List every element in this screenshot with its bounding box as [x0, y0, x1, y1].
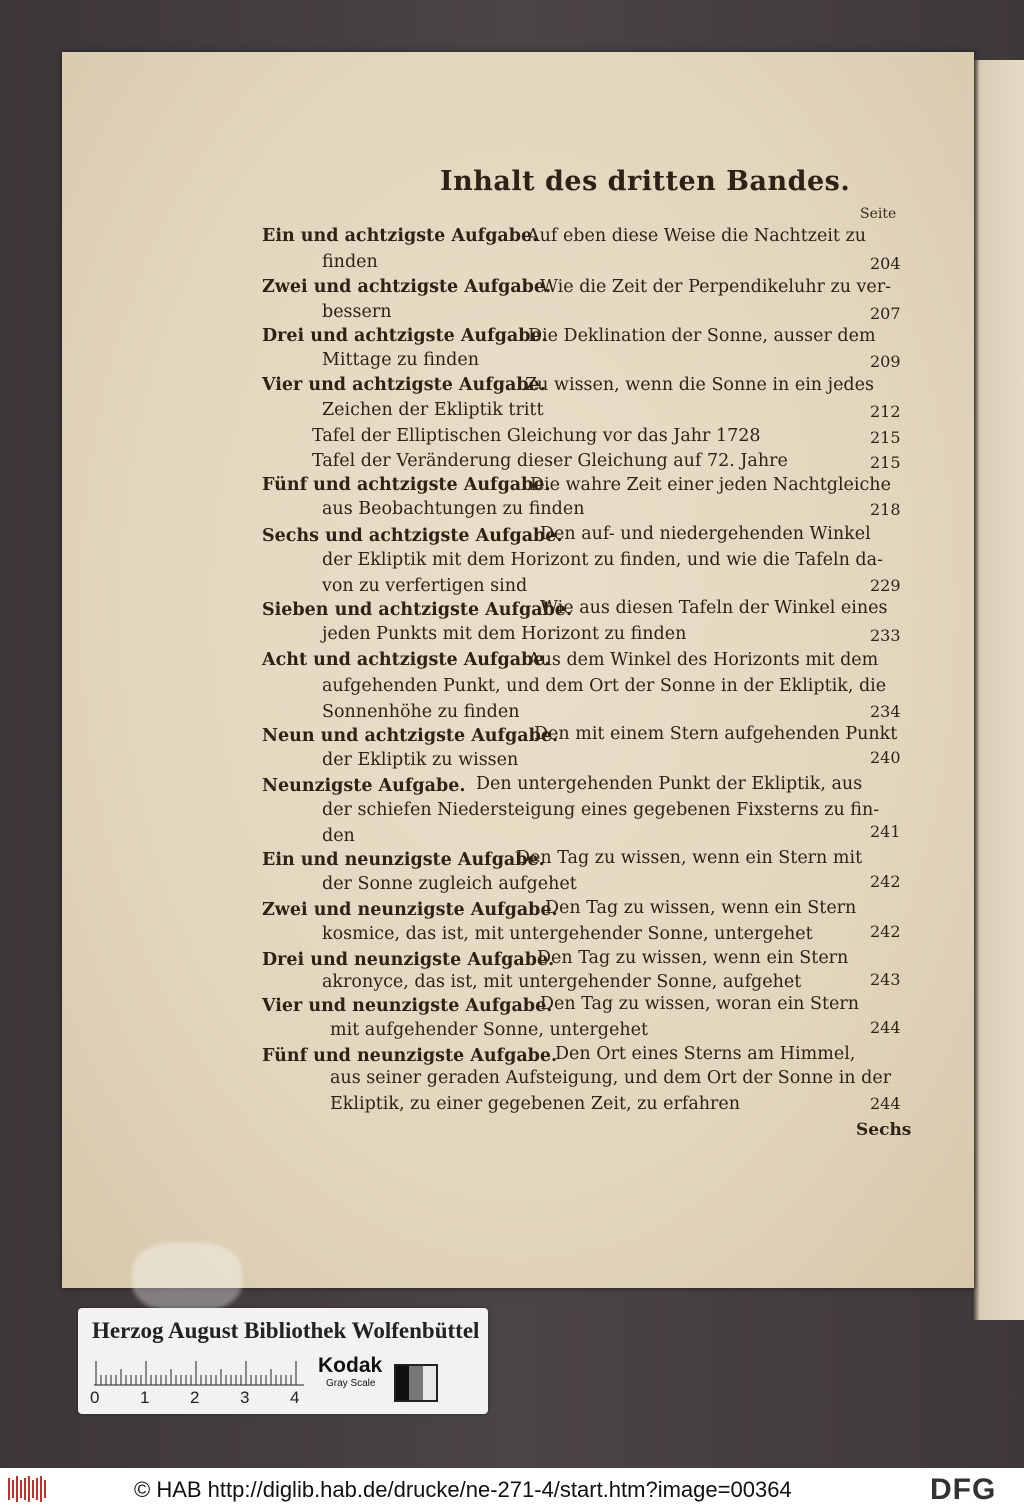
entry-head: Fünf und neunzigste Aufgabe.	[262, 1046, 558, 1066]
entry-head: Vier und achtzigste Aufgabe.	[262, 375, 546, 395]
entry-text: Wie die Zeit der Perpendikeluhr zu ver-	[540, 277, 892, 297]
entry-text: Ekliptik, zu einer gegebenen Zeit, zu erfahren	[330, 1094, 741, 1114]
entry-text: finden	[322, 252, 378, 272]
entry-text: den	[322, 826, 355, 846]
paper-damage	[132, 1242, 242, 1312]
page-number: 215	[870, 453, 901, 472]
entry-text: Zeichen der Ekliptik tritt	[322, 400, 544, 420]
entry-head: Zwei und achtzigste Aufgabe.	[262, 277, 552, 297]
catchword: Sechs	[856, 1120, 912, 1140]
scale-number: 1	[140, 1388, 150, 1407]
page-number: 244	[870, 1018, 901, 1037]
ruler-scale	[94, 1360, 304, 1386]
scale-number: 2	[190, 1388, 200, 1407]
entry-head: Acht und achtzigste Aufgabe.	[262, 650, 551, 670]
scale-number: 3	[240, 1388, 250, 1407]
entry-head: Drei und neunzigste Aufgabe.	[262, 950, 555, 970]
dfg-logo: DFG	[930, 1473, 997, 1506]
entry-text: Den Tag zu wissen, wenn ein Stern	[545, 898, 857, 918]
table-entry: Tafel der Elliptischen Gleichung vor das Jahr 1728	[312, 426, 761, 446]
entry-head: Vier und neunzigste Aufgabe.	[262, 996, 553, 1016]
page-number: 204	[870, 254, 901, 273]
entry-text: der schiefen Niedersteigung eines gegebenen Fixsterns zu fin-	[322, 800, 880, 820]
scale-number: 4	[290, 1388, 300, 1407]
entry-text: Mittage zu finden	[322, 350, 479, 370]
entry-text: Sonnenhöhe zu finden	[322, 702, 520, 722]
gray-blocks	[394, 1364, 438, 1402]
entry-text: Zu wissen, wenn die Sonne in ein jedes	[525, 375, 874, 395]
entry-head: Sechs und achtzigste Aufgabe.	[262, 526, 563, 546]
page-number: 218	[870, 500, 901, 519]
entry-text: mit aufgehender Sonne, untergehet	[330, 1020, 648, 1040]
entry-head: Zwei und neunzigste Aufgabe.	[262, 900, 558, 920]
entry-text: der Ekliptik mit dem Horizont zu finden, und wie die Tafeln da-	[322, 550, 883, 570]
page-number: 242	[870, 922, 901, 941]
entry-text: jeden Punkts mit dem Horizont zu finden	[322, 624, 687, 644]
footer-bar	[0, 1468, 1024, 1510]
page-number: 209	[870, 352, 901, 371]
entry-text: kosmice, das ist, mit untergehender Sonne, untergehet	[322, 924, 813, 944]
entry-text: Den Tag zu wissen, woran ein Stern	[540, 994, 860, 1014]
entry-text: aus Beobachtungen zu finden	[322, 499, 585, 519]
entry-text: Den Ort eines Sterns am Himmel,	[555, 1044, 856, 1064]
page-number: 244	[870, 1094, 901, 1113]
page-number: 233	[870, 626, 901, 645]
entry-text: aufgehenden Punkt, und dem Ort der Sonne in der Ekliptik, die	[322, 676, 887, 696]
page-number: 207	[870, 304, 901, 323]
entry-head: Neunzigste Aufgabe.	[262, 776, 466, 796]
entry-head: Sieben und achtzigste Aufgabe.	[262, 600, 573, 620]
page-title: Inhalt des dritten Bandes.	[440, 166, 851, 197]
adjacent-page-edge	[972, 60, 1024, 1320]
entry-text: Wie aus diesen Tafeln der Winkel eines	[540, 598, 888, 618]
page-number: 240	[870, 748, 901, 767]
entry-text: akronyce, das ist, mit untergehender Sonne, aufgehet	[322, 972, 802, 992]
entry-head: Drei und achtzigste Aufgabe.	[262, 326, 548, 346]
entry-text: Den Tag zu wissen, wenn ein Stern	[537, 948, 849, 968]
page-number: 241	[870, 822, 901, 841]
entry-head: Fünf und achtzigste Aufgabe.	[262, 475, 551, 495]
entry-text: von zu verfertigen sind	[322, 576, 528, 596]
entry-text: Die Deklination der Sonne, ausser dem	[528, 326, 876, 346]
entry-head: Ein und neunzigste Aufgabe.	[262, 850, 545, 870]
entry-text: Den mit einem Stern aufgehenden Punkt	[534, 724, 898, 744]
entry-text: der Ekliptik zu wissen	[322, 750, 519, 770]
page-number: 234	[870, 702, 901, 721]
library-name: Herzog August Bibliothek Wolfenbüttel	[92, 1318, 480, 1343]
entry-text: der Sonne zugleich aufgehet	[322, 874, 577, 894]
page-number: 242	[870, 872, 901, 891]
table-entry: Tafel der Veränderung dieser Gleichung auf 72. Jahre	[312, 451, 788, 471]
page-number: 243	[870, 970, 901, 989]
barcode-icon	[8, 1476, 48, 1502]
entry-text: Den Tag zu wissen, wenn ein Stern mit	[516, 848, 863, 868]
copyright-url[interactable]: © HAB http://diglib.hab.de/drucke/ne-271-4/start.htm?image=00364	[134, 1477, 792, 1502]
page-number: 229	[870, 576, 901, 595]
entry-text: Auf eben diese Weise die Nachtzeit zu	[527, 226, 866, 246]
kodak-logo: Kodak	[318, 1354, 383, 1377]
entry-text: aus seiner geraden Aufsteigung, und dem Ort der Sonne in der	[330, 1068, 892, 1088]
page-number: 212	[870, 402, 901, 421]
entry-text: Den untergehenden Punkt der Ekliptik, aus	[476, 774, 863, 794]
gray-scale-label: Gray Scale	[326, 1378, 376, 1389]
entry-head: Neun und achtzigste Aufgabe.	[262, 726, 559, 746]
entry-text: Den auf- und niedergehenden Winkel	[540, 524, 871, 544]
column-header-seite: Seite	[860, 206, 897, 222]
entry-text: Die wahre Zeit einer jeden Nachtgleiche	[530, 475, 891, 495]
entry-text: bessern	[322, 302, 392, 322]
scale-number: 0	[90, 1388, 100, 1407]
page-number: 215	[870, 428, 901, 447]
entry-head: Ein und achtzigste Aufgabe.	[262, 226, 539, 246]
gray-scale-card	[78, 1308, 488, 1414]
entry-text: Aus dem Winkel des Horizonts mit dem	[528, 650, 879, 670]
